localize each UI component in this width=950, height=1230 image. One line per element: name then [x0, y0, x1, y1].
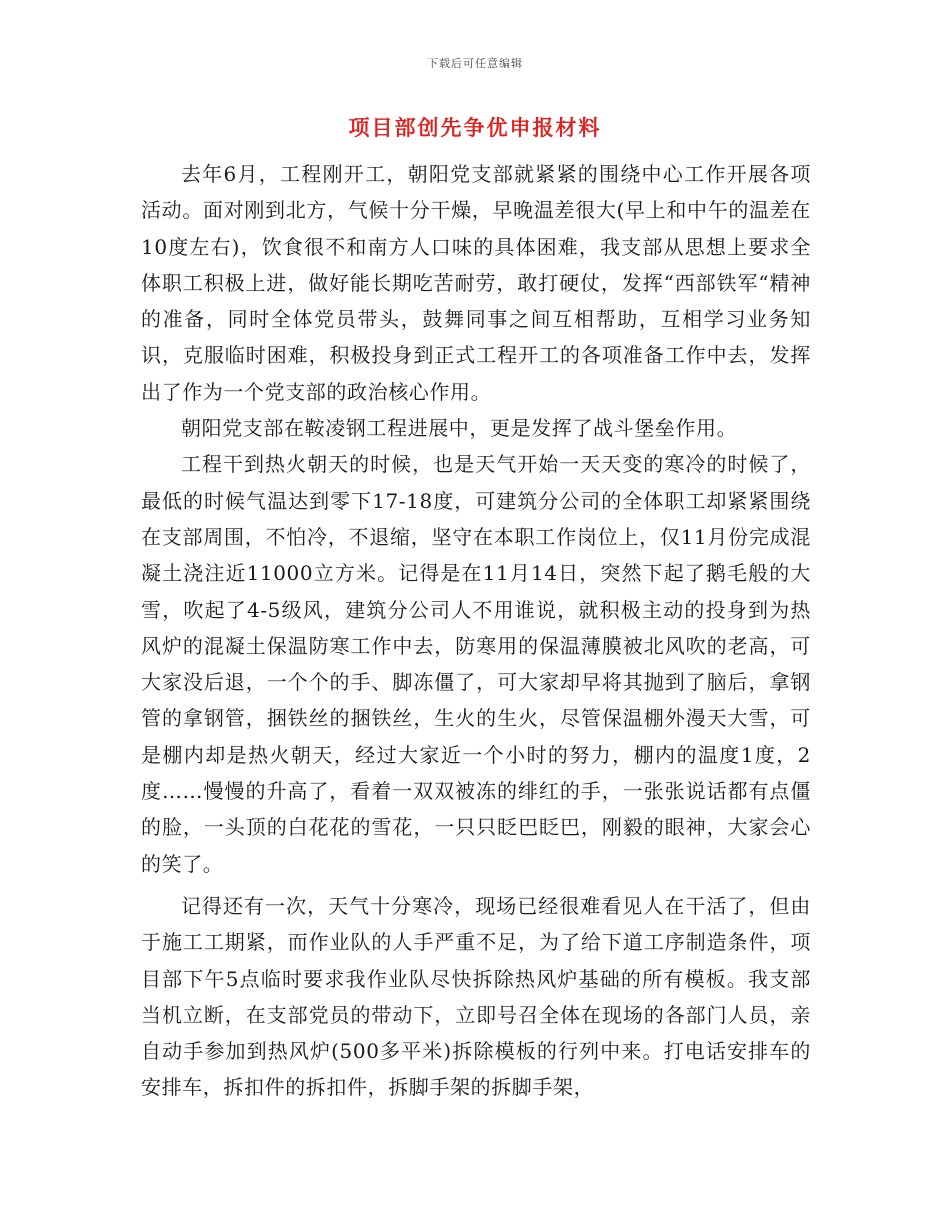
paragraph: 朝阳党支部在鞍凌钢工程进展中，更是发挥了战斗堡垒作用。 — [181, 416, 738, 441]
document-title: 项目部创先争优申报材料 — [348, 115, 602, 140]
document-body — [141, 156, 811, 1106]
paragraph: 工程干到热火朝天的时候，也是天气开始一天天变的寒冷的时候了，最低的时候气温达到零下17-18度，可建筑分公司的全体职工却紧紧围绕在支部周围，不怕冷，不退缩，坚守在本职工作岗位上，仅11月份完成混凝土浇注近11000立方米。记得是在11月14日，突然下起了鹅毛般的大雪，吹起了4-5级风，建筑分公司人不用谁说，就积极主动的投身到为热风炉的混凝土保温防寒工作中去，防寒用的保温薄膜被北风吹的老高，可大家没后退，一个个的手、脚冻僵了，可大家却早将其抛到了脑后，拿钢管的拿钢管，捆铁丝的捆铁丝，生火的生火，尽管保温棚外漫天大雪，可是棚内却是热火朝天，经过大家近一个小时的努力，棚内的温度1度，2度……慢慢的升高了，看着一双双被冻的绯红的手，一张张说话都有点僵的脸，一头顶的白花花的雪花，一只只眨巴眨巴，刚毅的眼神，大家会心的笑了。 — [141, 452, 811, 876]
paragraph: 记得还有一次，天气十分寒冷，现场已经很难看见人在干活了，但由于施工工期紧，而作业队的人手严重不足，为了给下道工序制造条件，项目部下午5点临时要求我作业队尽快拆除热风炉基础的所有模板。我支部当机立断，在支部党员的带动下，立即号召全体在现场的各部门人员，亲自动手参加到热风炉(500多平米)拆除模板的行列中来。打电话安排车的安排车，拆扣件的拆扣件，拆脚手架的拆脚手架， — [141, 893, 811, 1100]
page-header-note: 下载后可任意编辑 — [427, 57, 523, 70]
paragraph: 去年6月，工程刚开工，朝阳党支部就紧紧的围绕中心工作开展各项活动。面对刚到北方，气候十分干燥，早晚温差很大(早上和中午的温差在10度左右)，饮食很不和南方人口味的具体困难，我支部从思想上要求全体职工积极上进，做好能长期吃苦耐劳，敢打硬仗，发挥“西部铁军“精神的准备，同时全体党员带头，鼓舞同事之间互相帮助，互相学习业务知识，克服临时困难，积极投身到正式工程开工的各项准备工作中去，发挥出了作为一个党支部的政治核心作用。 — [141, 162, 811, 404]
